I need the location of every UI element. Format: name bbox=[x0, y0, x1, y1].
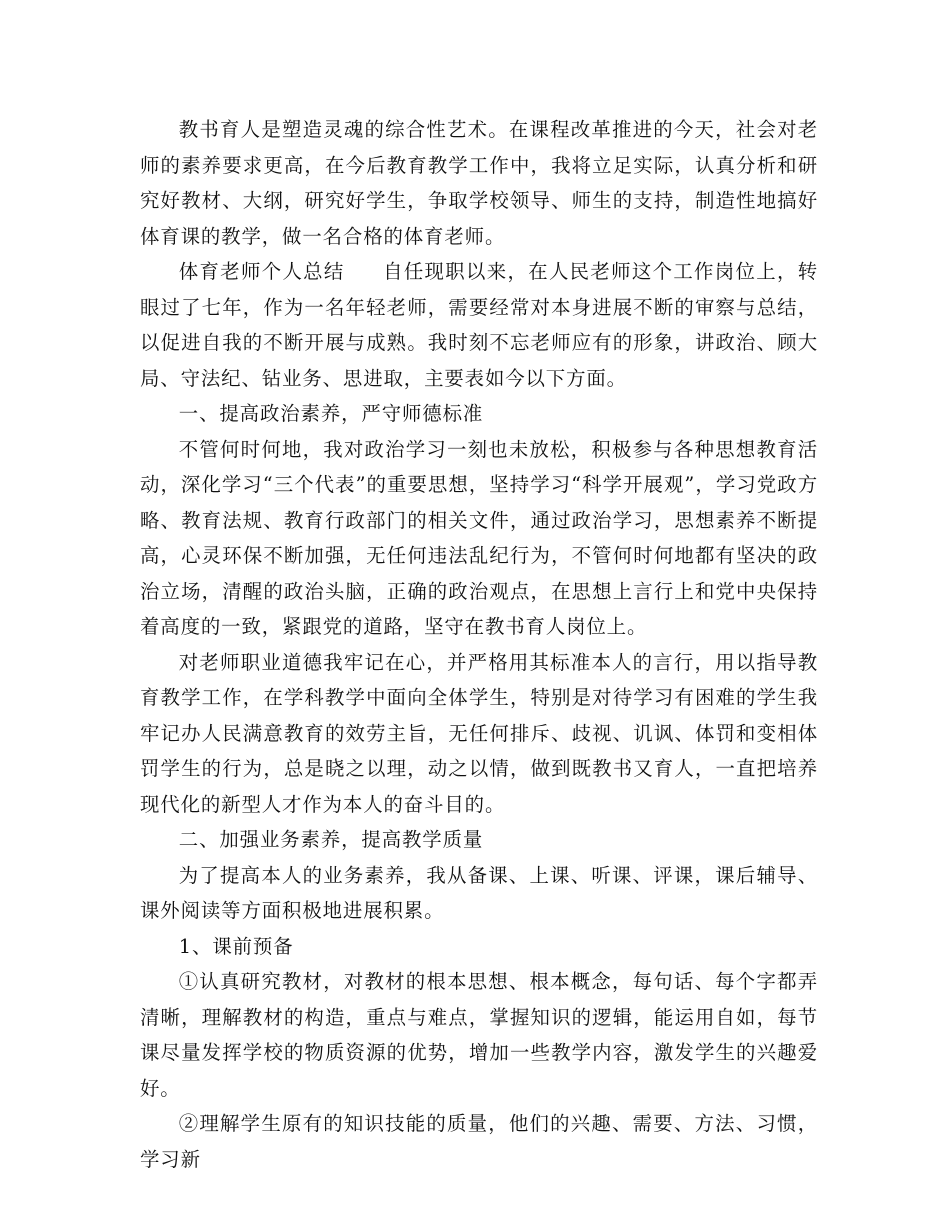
subsection-heading-1: 1、课前预备 bbox=[178, 934, 294, 958]
paragraph-political-study: 不管何时何地，我对政治学习一刻也未放松，积极参与各种思想教育活动，深化学习“三个代表”的重要思想，坚持学习“科学开展观”，学习党政方略、教育法规、教育行政部门的相关文件，通过政治学习，思想素养不断提高，心灵环保不断加强，无任何违法乱纪行为，不管何时何地都有坚决的政治立场，清醒的政治头脑，正确的政治观点，在思想上言行上和党中央保持着高度的一致，紧跟党的道路，坚守在教书育人岗位上。 bbox=[140, 437, 818, 638]
summary-title: 体育老师个人总结 bbox=[178, 260, 345, 283]
paragraph-summary bbox=[140, 254, 818, 396]
summary-text: 自任现职以来，在人民老师这个工作岗位上，转眼过了七年，作为一名年轻老师，需要经常对本身进展不断的审察与总结，以促进自我的不断开展与成熟。我时刻不忘老师应有的形象，讲政治、顾大局、守法纪、钻业务、思进取，主要表如今以下方面。 bbox=[140, 260, 819, 390]
paragraph-study-materials: ①认真研究教材，对教材的根本思想、根本概念，每句话、每个字都弄清晰，理解教材的构造，重点与难点，掌握知识的逻辑，能运用自如，每节课尽量发挥学校的物质资源的优势，增加一些教学内容，激发学生的兴趣爱好。 bbox=[140, 970, 818, 1100]
section-heading-2: 二、加强业务素养，提高教学质量 bbox=[178, 828, 484, 851]
paragraph-professional-quality: 为了提高本人的业务素养，我从备课、上课、听课、评课，课后辅导、课外阅读等方面积极地进展积累。 bbox=[140, 863, 818, 922]
paragraph-understand-students: ②理解学生原有的知识技能的质量，他们的兴趣、需要、方法、习惯，学习新 bbox=[140, 1112, 818, 1171]
document-body bbox=[140, 112, 818, 1177]
paragraph-intro: 教书育人是塑造灵魂的综合性艺术。在课程改革推进的今天，社会对老师的素养要求更高，在今后教育教学工作中，我将立足实际，认真分析和研究好教材、大纲，研究好学生，争取学校领导、师生的支持，制造性地搞好体育课的教学，做一名合格的体育老师。 bbox=[140, 118, 818, 248]
paragraph-professional-ethics: 对老师职业道德我牢记在心，并严格用其标准本人的言行，用以指导教育教学工作，在学科教学中面向全体学生，特别是对待学习有困难的学生我牢记办人民满意教育的效劳主旨，无任何排斥、歧视、讥讽、体罚和变相体罚学生的行为，总是晓之以理，动之以情，做到既教书又育人，一直把培养现代化的新型人才作为本人的奋斗目的。 bbox=[140, 650, 818, 816]
section-heading-1: 一、提高政治素养，严守师德标准 bbox=[178, 402, 484, 425]
